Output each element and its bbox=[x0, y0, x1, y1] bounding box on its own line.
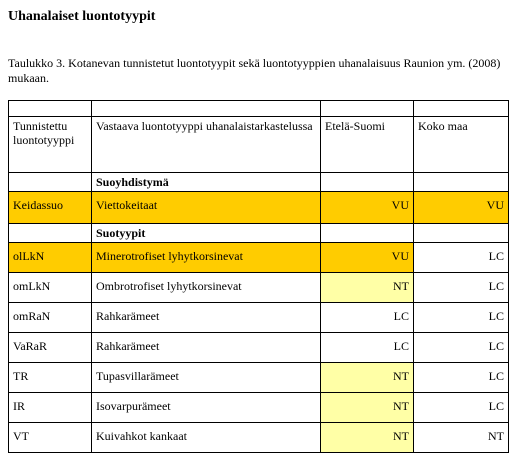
south-finland-status: NT bbox=[321, 273, 414, 303]
south-finland-status: VU bbox=[321, 192, 414, 224]
south-finland-status: NT bbox=[321, 393, 414, 423]
table-row bbox=[9, 333, 509, 363]
group-label: Suoyhdistymä bbox=[92, 173, 321, 192]
header-corresponding-type: Vastaava luontotyyppi uhanalaistarkastelussa bbox=[92, 117, 321, 173]
habitat-name: Kuivahkot kankaat bbox=[92, 423, 321, 453]
group-row bbox=[9, 224, 509, 243]
group-empty-cell bbox=[9, 173, 92, 192]
table-row bbox=[9, 393, 509, 423]
habitat-code: olLkN bbox=[9, 243, 92, 273]
habitat-code: IR bbox=[9, 393, 92, 423]
whole-country-status: NT bbox=[414, 423, 509, 453]
header-whole-country: Koko maa bbox=[414, 117, 509, 173]
table-row bbox=[9, 243, 509, 273]
group-empty-cell bbox=[9, 224, 92, 243]
header-south-finland: Etelä-Suomi bbox=[321, 117, 414, 173]
south-finland-status: LC bbox=[321, 333, 414, 363]
habitat-name: Isovarpurämeet bbox=[92, 393, 321, 423]
habitat-name: Viettokeitaat bbox=[92, 192, 321, 224]
group-empty-cell bbox=[414, 224, 509, 243]
habitat-code: TR bbox=[9, 363, 92, 393]
table-caption: Taulukko 3. Kotanevan tunnistetut luontotyypit sekä luontotyyppien uhanalaisuus Raunion ym. (2008) mukaan. bbox=[8, 56, 501, 85]
group-empty-cell bbox=[321, 224, 414, 243]
table-row bbox=[9, 363, 509, 393]
group-empty-cell bbox=[414, 173, 509, 192]
whole-country-status: LC bbox=[414, 273, 509, 303]
table-row bbox=[9, 273, 509, 303]
group-empty-cell bbox=[321, 173, 414, 192]
south-finland-status: NT bbox=[321, 423, 414, 453]
whole-country-status: LC bbox=[414, 393, 509, 423]
table-spacer-row bbox=[9, 101, 509, 117]
habitat-code: VaRaR bbox=[9, 333, 92, 363]
whole-country-status: LC bbox=[414, 243, 509, 273]
whole-country-status: LC bbox=[414, 303, 509, 333]
whole-country-status: LC bbox=[414, 333, 509, 363]
habitat-name: Tupasvillarämeet bbox=[92, 363, 321, 393]
south-finland-status: NT bbox=[321, 363, 414, 393]
habitat-code: VT bbox=[9, 423, 92, 453]
table-row bbox=[9, 423, 509, 453]
habitat-name: Ombrotrofiset lyhytkorsinevat bbox=[92, 273, 321, 303]
table-header-row bbox=[9, 117, 509, 173]
table-row bbox=[9, 303, 509, 333]
habitat-code: omLkN bbox=[9, 273, 92, 303]
habitat-code: omRaN bbox=[9, 303, 92, 333]
page-title: Uhanalaiset luontotyypit bbox=[8, 9, 156, 24]
group-row bbox=[9, 173, 509, 192]
whole-country-status: LC bbox=[414, 363, 509, 393]
habitat-code: Keidassuo bbox=[9, 192, 92, 224]
south-finland-status: LC bbox=[321, 303, 414, 333]
habitat-name: Minerotrofiset lyhytkorsinevat bbox=[92, 243, 321, 273]
header-identified-type: Tunnistettu luontotyyppi bbox=[9, 117, 92, 173]
threatened-habitats-table bbox=[8, 100, 509, 453]
habitat-name: Rahkarämeet bbox=[92, 303, 321, 333]
whole-country-status: VU bbox=[414, 192, 509, 224]
south-finland-status: VU bbox=[321, 243, 414, 273]
group-label: Suotyypit bbox=[92, 224, 321, 243]
habitat-name: Rahkarämeet bbox=[92, 333, 321, 363]
table-row bbox=[9, 192, 509, 224]
